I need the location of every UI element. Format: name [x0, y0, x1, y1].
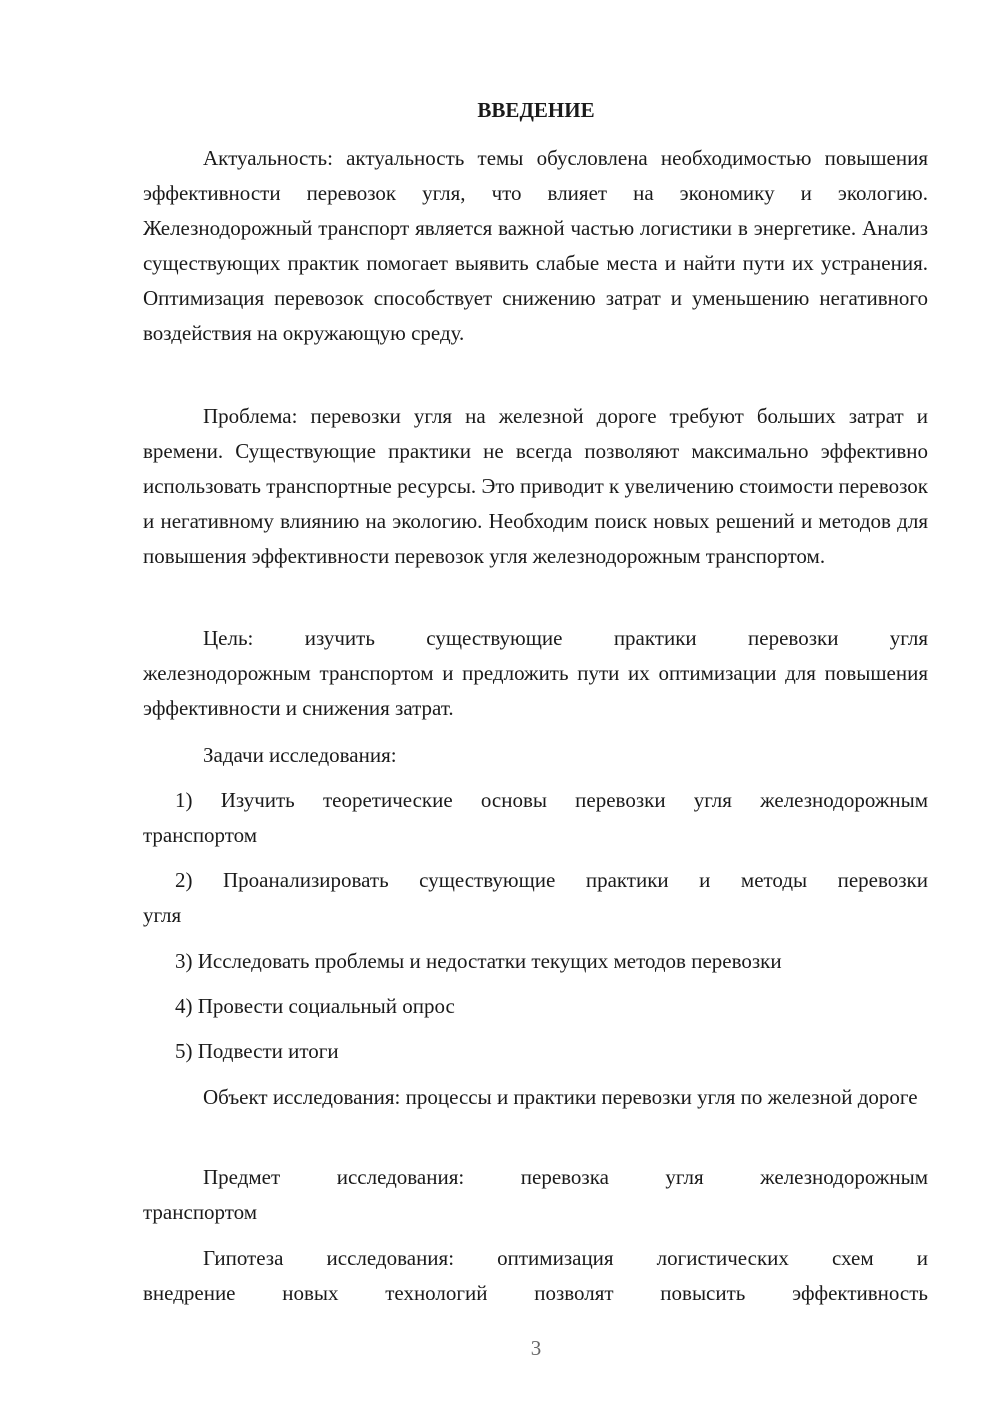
research-subject — [143, 1160, 928, 1230]
research-subject-rest: транспортом — [143, 1200, 258, 1224]
page-number: 3 — [530, 1336, 542, 1360]
task-5-block — [143, 1034, 928, 1069]
goal-paragraph-block — [143, 621, 928, 726]
task-item-2 — [143, 863, 928, 933]
research-object: Объект исследования: процессы и практики перевозки угля по железной дороге — [203, 1085, 918, 1109]
relevance-paragraph-block — [143, 141, 928, 351]
task-4-block — [143, 989, 928, 1024]
task-item-3: 3) Исследовать проблемы и недостатки текущих методов перевозки — [175, 949, 782, 973]
problem-paragraph: Проблема: перевозки угля на железной дороге требуют больших затрат и времени. Существующие практики не всегда позволяют максимально эффективно использовать транспортные ресурсы. Это приводит к увеличению стоимости перевозок и негативному влиянию на экологию. Необходим поиск новых решений и методов для повышения эффективности перевозок угля железнодорожным транспортом. — [143, 404, 928, 568]
goal-rest: железнодорожным транспортом и предложить пути их оптимизации для повышения эффективности и снижения затрат. — [143, 661, 928, 720]
task-item-1 — [143, 783, 928, 853]
task-2-block — [143, 863, 928, 933]
task-1-rest: транспортом — [143, 823, 258, 847]
task-3-block — [143, 944, 928, 979]
relevance-paragraph: Актуальность: актуальность темы обусловлена необходимостью повышения эффективности перевозок угля, что влияет на экономику и экологию. Железнодорожный транспорт является важной частью логистики в энергетике. Анализ существующих практик помогает выявить слабые места и найти пути их устранения. Оптимизация перевозок способствует снижению затрат и уменьшению негативного воздействия на окружающую среду. — [143, 146, 928, 345]
task-1-block — [143, 783, 928, 853]
research-hypothesis-line-2: внедрение новых технологий позволят повысить эффективность — [143, 1281, 928, 1305]
tasks-heading-block — [143, 738, 928, 773]
goal-line-1: Цель: изучить существующие практики перевозки угля — [203, 626, 928, 650]
tasks-heading: Задачи исследования: — [203, 743, 397, 767]
task-item-4: 4) Провести социальный опрос — [175, 994, 455, 1018]
task-2-line-1: 2) Проанализировать существующие практики и методы перевозки — [175, 868, 928, 892]
task-1-line-1: 1) Изучить теоретические основы перевозки угля железнодорожным — [175, 788, 928, 812]
research-object-block — [143, 1080, 928, 1115]
task-2-rest: угля — [143, 903, 182, 927]
page-title: ВВЕДЕНИЕ — [477, 98, 595, 122]
research-hypothesis — [143, 1241, 928, 1311]
research-hypothesis-block — [143, 1241, 928, 1311]
research-hypothesis-line-1: Гипотеза исследования: оптимизация логистических схем и — [203, 1246, 928, 1270]
problem-paragraph-block — [143, 399, 928, 574]
goal-paragraph — [143, 621, 928, 726]
task-item-5: 5) Подвести итоги — [175, 1039, 339, 1063]
research-subject-line-1: Предмет исследования: перевозка угля железнодорожным — [203, 1165, 928, 1189]
research-subject-block — [143, 1160, 928, 1230]
